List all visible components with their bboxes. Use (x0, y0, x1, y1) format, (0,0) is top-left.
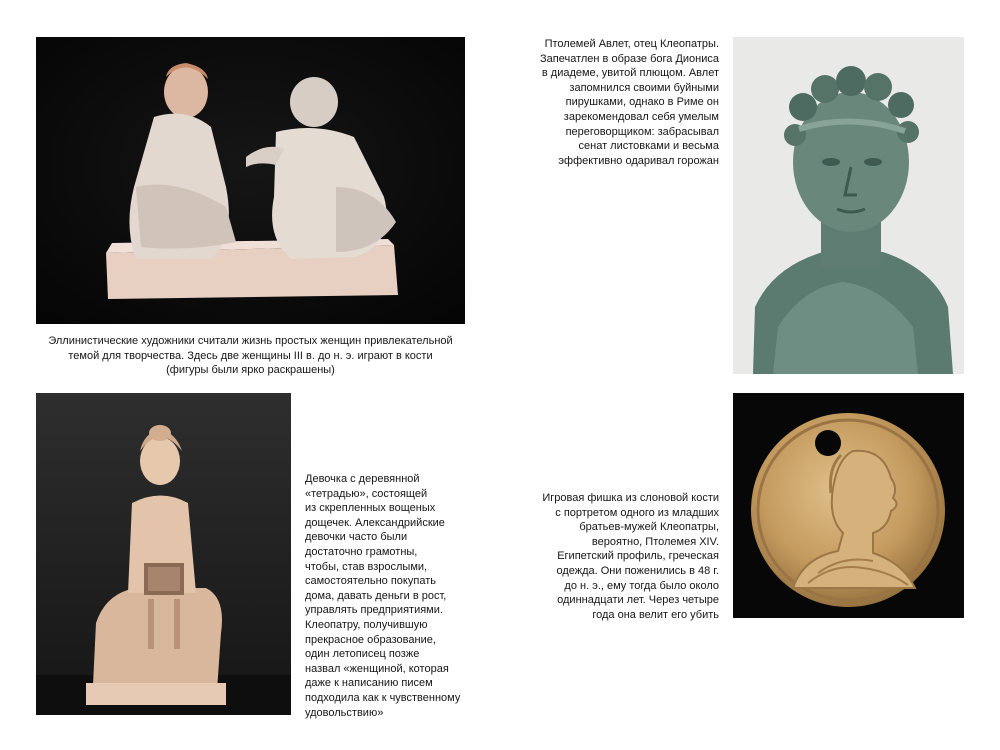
caption-girl-with-tablet: Девочка с деревянной «тетрадью», состоящей из скрепленных вощеных дощечек. Александрийские девочки часто были достаточно грамотны, чтобы, став взрослыми, самостоятельно покупать дома, давать деньги в рост, управлять предприятиями. Клеопатру, получившую прекрасное образование, один летописец позже назвал «женщиной, которая даже к написанию писем подходила как к чувственному удовольствию» (305, 473, 461, 719)
photo-two-women-playing (36, 37, 465, 324)
photo-ptolemy-auletes-bust (733, 37, 964, 374)
photo-ivory-game-token (733, 393, 964, 618)
caption-ivory-game-token: Игровая фишка из слоновой кости с портретом одного из младших братьев-мужей Клеопатры, вероятно, Птолемея XIV. Египетский профиль, греческая одежда. Они поженились в 48 г. до н. э., ему тогда было около одиннадцати лет. Через четыре года она велит его убить (542, 492, 719, 621)
caption-two-women-playing: Эллинистические художники считали жизнь простых женщин привлекательной темой для творчества. Здесь две женщины III в. до н. э. играют в кости (фигуры были ярко раскрашены) (48, 335, 453, 377)
caption-ptolemy-auletes: Птолемей Авлет, отец Клеопатры. Запечатлен в образе бога Диониса в диадеме, увитой плющом. Авлет запомнился своими буйными пирушками, однако в Риме он зарекомендовал себя умелым переговорщиком: забрасывал сенат листовками и весьма эффективно одаривал горожан (540, 38, 719, 167)
photo-girl-with-tablet (36, 393, 291, 715)
